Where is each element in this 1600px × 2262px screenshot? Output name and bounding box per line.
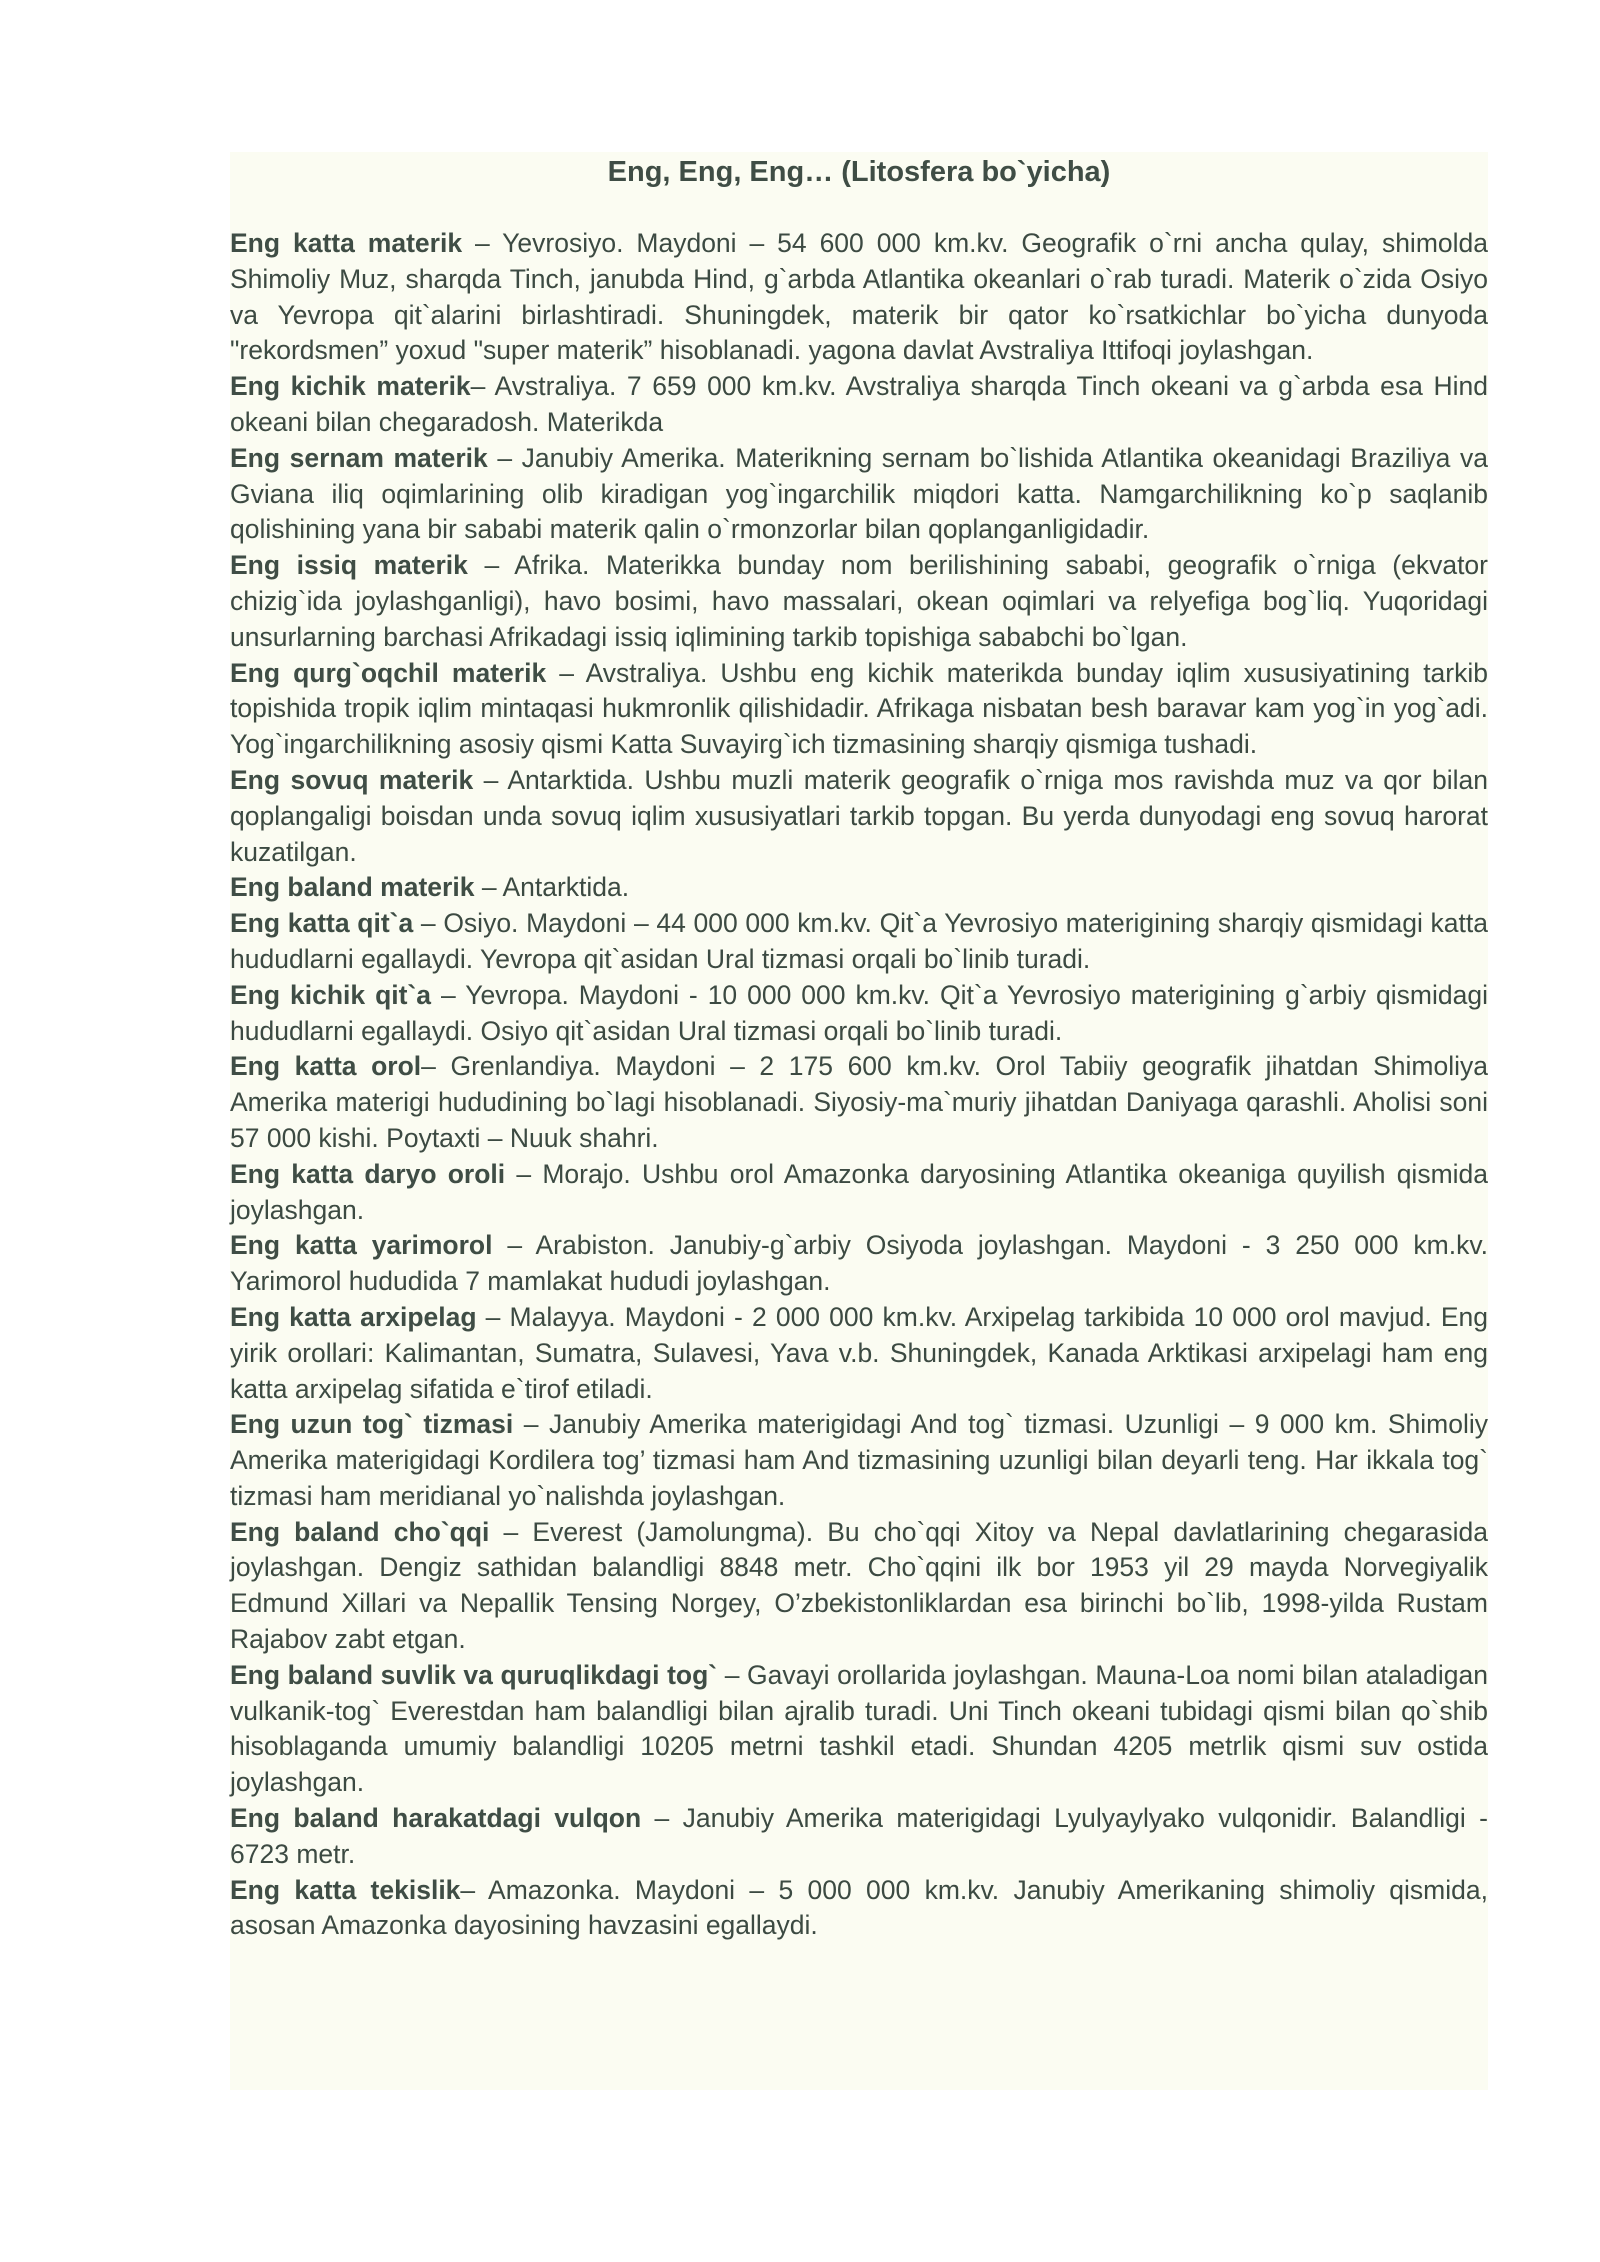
entry-paragraph <box>230 763 1488 870</box>
entry-paragraph <box>230 870 1488 906</box>
entry-term: Eng baland materik <box>230 872 475 903</box>
entry-text: – Antarktida. Ushbu muzli materik geografik o`rniga mos ravishda muz va qor bilan qoplangaligi boisdan unda sovuq iqlim xususiyatlari tarkib topgan. Bu yerda dunyodagi eng sovuq harorat kuzatilgan. <box>230 764 1488 867</box>
entry-text: – Yevrosiyo. Maydoni – 54 600 000 km.kv. Geografik o`rni ancha qulay, shimolda Shimoliy Muz, sharqda Tinch, janubda Hind, g`arbda Atlantika okeanlari o`rab turadi. Materik o`zida Osiyo va Yevropa qit`alarini birlashtiradi. Shuningdek, materik bir qator ko`rsatkichlar bo`yicha dunyoda "rekordsmen” yoxud "super materik” hisoblanadi. yagona davlat Avstraliya Ittifoqi joylashgan. <box>230 228 1488 366</box>
entry-text: – Everest (Jamolungma). Bu cho`qqi Xitoy va Nepal davlatlarining chegarasida joylashgan. Dengiz sathidan balandligi 8848 metr. Cho`qqini ilk bor 1953 yil 29 mayda Norvegiyalik Edmund Xillari va Nepallik Tensing Norgey, O’zbekistonliklardan esa birinchi bo`lib, 1998-yilda Rustam Rajabov zabt etgan. <box>230 1516 1488 1655</box>
entry-term: Eng kichik qit`a <box>230 979 432 1010</box>
entry-text: – Amazonka. Maydoni – 5 000 000 km.kv. Janubiy Amerikaning shimoliy qismida, asosan Amazonka dayosining havzasini egallaydi. <box>230 1874 1488 1941</box>
entry-term: Eng baland suvlik va quruqlikdagi tog` <box>230 1659 718 1690</box>
entry-term: Eng sernam materik <box>230 442 488 473</box>
entry-term: Eng uzun tog` tizmasi <box>230 1409 514 1440</box>
entry-text: – Grenlandiya. Maydoni – 2 175 600 km.kv. Orol Tabiiy geografik jihatdan Shimoliya Amerika materigi hududining bo`lagi hisoblanadi. Siyosiy-ma`muriy jihatdan Daniyaga qarashli. Aholisi soni 57 000 kishi. Poytaxti – Nuuk shahri. <box>230 1051 1488 1153</box>
entry-paragraph <box>230 906 1488 978</box>
entry-text: – Malayya. Maydoni - 2 000 000 km.kv. Arxipelag tarkibida 10 000 orol mavjud. Eng yirik orollari: Kalimantan, Sumatra, Sulavesi, Yava v.b. Shuningdek, Kanada Arktikasi arxipelagi ham eng katta arxipelag sifatida e`tirof etiladi. <box>230 1301 1488 1404</box>
entry-term: Eng katta orol <box>230 1051 422 1082</box>
entry-paragraph <box>230 1873 1488 1945</box>
document-title: Eng, Eng, Eng… (Litosfera bo`yicha) <box>607 156 1111 188</box>
entry-term: Eng issiq materik <box>230 550 468 581</box>
entry-paragraph <box>230 1801 1488 1873</box>
entry-text: – Arabiston. Janubiy-g`arbiy Osiyoda joylashgan. Maydoni - 3 250 000 km.kv. Yarimorol hududida 7 mamlakat hududi joylashgan. <box>230 1230 1488 1297</box>
text-block <box>230 152 1488 2090</box>
entry-term: Eng baland cho`qqi <box>230 1516 490 1547</box>
entry-term: Eng katta tekislik <box>230 1874 461 1905</box>
entry-paragraph <box>230 548 1488 655</box>
entry-term: Eng katta arxipelag <box>230 1301 477 1332</box>
entry-paragraph <box>230 226 1488 369</box>
entry-text: – Antarktida. <box>474 872 630 903</box>
entry-paragraph <box>230 1228 1488 1300</box>
entry-paragraph <box>230 1300 1488 1407</box>
entry-paragraph <box>230 1515 1488 1658</box>
entry-paragraph <box>230 1157 1488 1229</box>
entry-text: – Avstraliya. 7 659 000 km.kv. Avstraliya sharqda Tinch okeani va g`arbda esa Hind okeani bilan chegaradosh. Materikda <box>230 371 1488 437</box>
entry-text: – Janubiy Amerika materigidagi Lyulyaylyako vulqonidir. Balandligi - 6723 metr. <box>230 1803 1488 1869</box>
entry-paragraph <box>230 441 1488 548</box>
entry-paragraph <box>230 1658 1488 1801</box>
entries-list <box>230 226 1488 1944</box>
entry-text: – Janubiy Amerika materigidagi And tog` tizmasi. Uzunligi – 9 000 km. Shimoliy Amerika materigidagi Kordilera tog’ tizmasi ham And tizmasining uzunligi bilan deyarli teng. Har ikkala tog` tizmasi ham meridianal yo`nalishda joylashgan. <box>230 1409 1488 1511</box>
entry-term: Eng katta materik <box>230 228 463 258</box>
entry-text: – Yevropa. Maydoni - 10 000 000 km.kv. Qit`a Yevrosiyo materigining g`arbiy qismidagi hududlarni egallaydi. Osiyo qit`asidan Ural tizmasi orqali bo`linib turadi. <box>230 979 1488 1046</box>
entry-paragraph <box>230 1407 1488 1514</box>
entry-text: – Avstraliya. Ushbu eng kichik materikda bunday iqlim xususiyatining tarkib topishida tropik iqlim mintaqasi hukmronlik qilishidadir. Afrikaga nisbatan besh baravar kam yog`in yog`adi. Yog`ingarchilikning asosiy qismi Katta Suvayirg`ich tizmasining sharqiy qismiga tushadi. <box>230 657 1488 760</box>
entry-term: Eng katta qit`a <box>230 908 414 939</box>
entry-text: – Janubiy Amerika. Materikning sernam bo`lishida Atlantika okeanidagi Braziliya va Gviana iliq oqimlarining olib kiradigan yog`ingarchilik miqdori katta. Namgarchilikning ko`p saqlanib qolishining yana bir sababi materik qalin o`rmonzorlar bilan qoplanganligidadir. <box>230 442 1488 545</box>
entry-text: – Osiyo. Maydoni – 44 000 000 km.kv. Qit`a Yevrosiyo materigining sharqiy qismidagi katta hududlarni egallaydi. Yevropa qit`asidan Ural tizmasi orqali bo`linib turadi. <box>230 908 1489 974</box>
entry-term: Eng baland harakatdagi vulqon <box>230 1803 642 1834</box>
entry-term: Eng katta daryo oroli <box>230 1158 506 1189</box>
entry-paragraph <box>230 656 1488 763</box>
entry-paragraph <box>230 1049 1488 1156</box>
entry-paragraph <box>230 978 1488 1050</box>
entry-text: – Gavayi orollarida joylashgan. Mauna-Loa nomi bilan ataladigan vulkanik-tog` Everestdan ham balandligi bilan ajralib turadi. Uni Tinch okeani tubidagi qismi bilan qo`shib hisoblaganda umumiy balandligi 10205 metrni tashkil etadi. Shundan 4205 metrlik qismi suv ostida joylashgan. <box>230 1659 1488 1798</box>
entry-paragraph <box>230 369 1488 441</box>
entry-term: Eng qurg`oqchil materik <box>230 657 547 688</box>
entry-term: Eng kichik materik <box>230 371 471 402</box>
entry-term: Eng katta yarimorol <box>230 1230 493 1261</box>
entry-text: – Afrika. Materikka bunday nom berilishining sababi, geografik o`rniga (ekvator chizig`ida joylashganligi), havo bosimi, havo massalari, okean oqimlari va relyefiga bog`liq. Yuqoridagi unsurlarning barchasi Afrikadagi issiq iqlimining tarkib topishiga sababchi bo`lgan. <box>230 550 1488 652</box>
entry-term: Eng sovuq materik <box>230 764 474 795</box>
entry-text: – Morajo. Ushbu orol Amazonka daryosining Atlantika okeaniga quyilish qismida joylashgan. <box>230 1158 1489 1225</box>
